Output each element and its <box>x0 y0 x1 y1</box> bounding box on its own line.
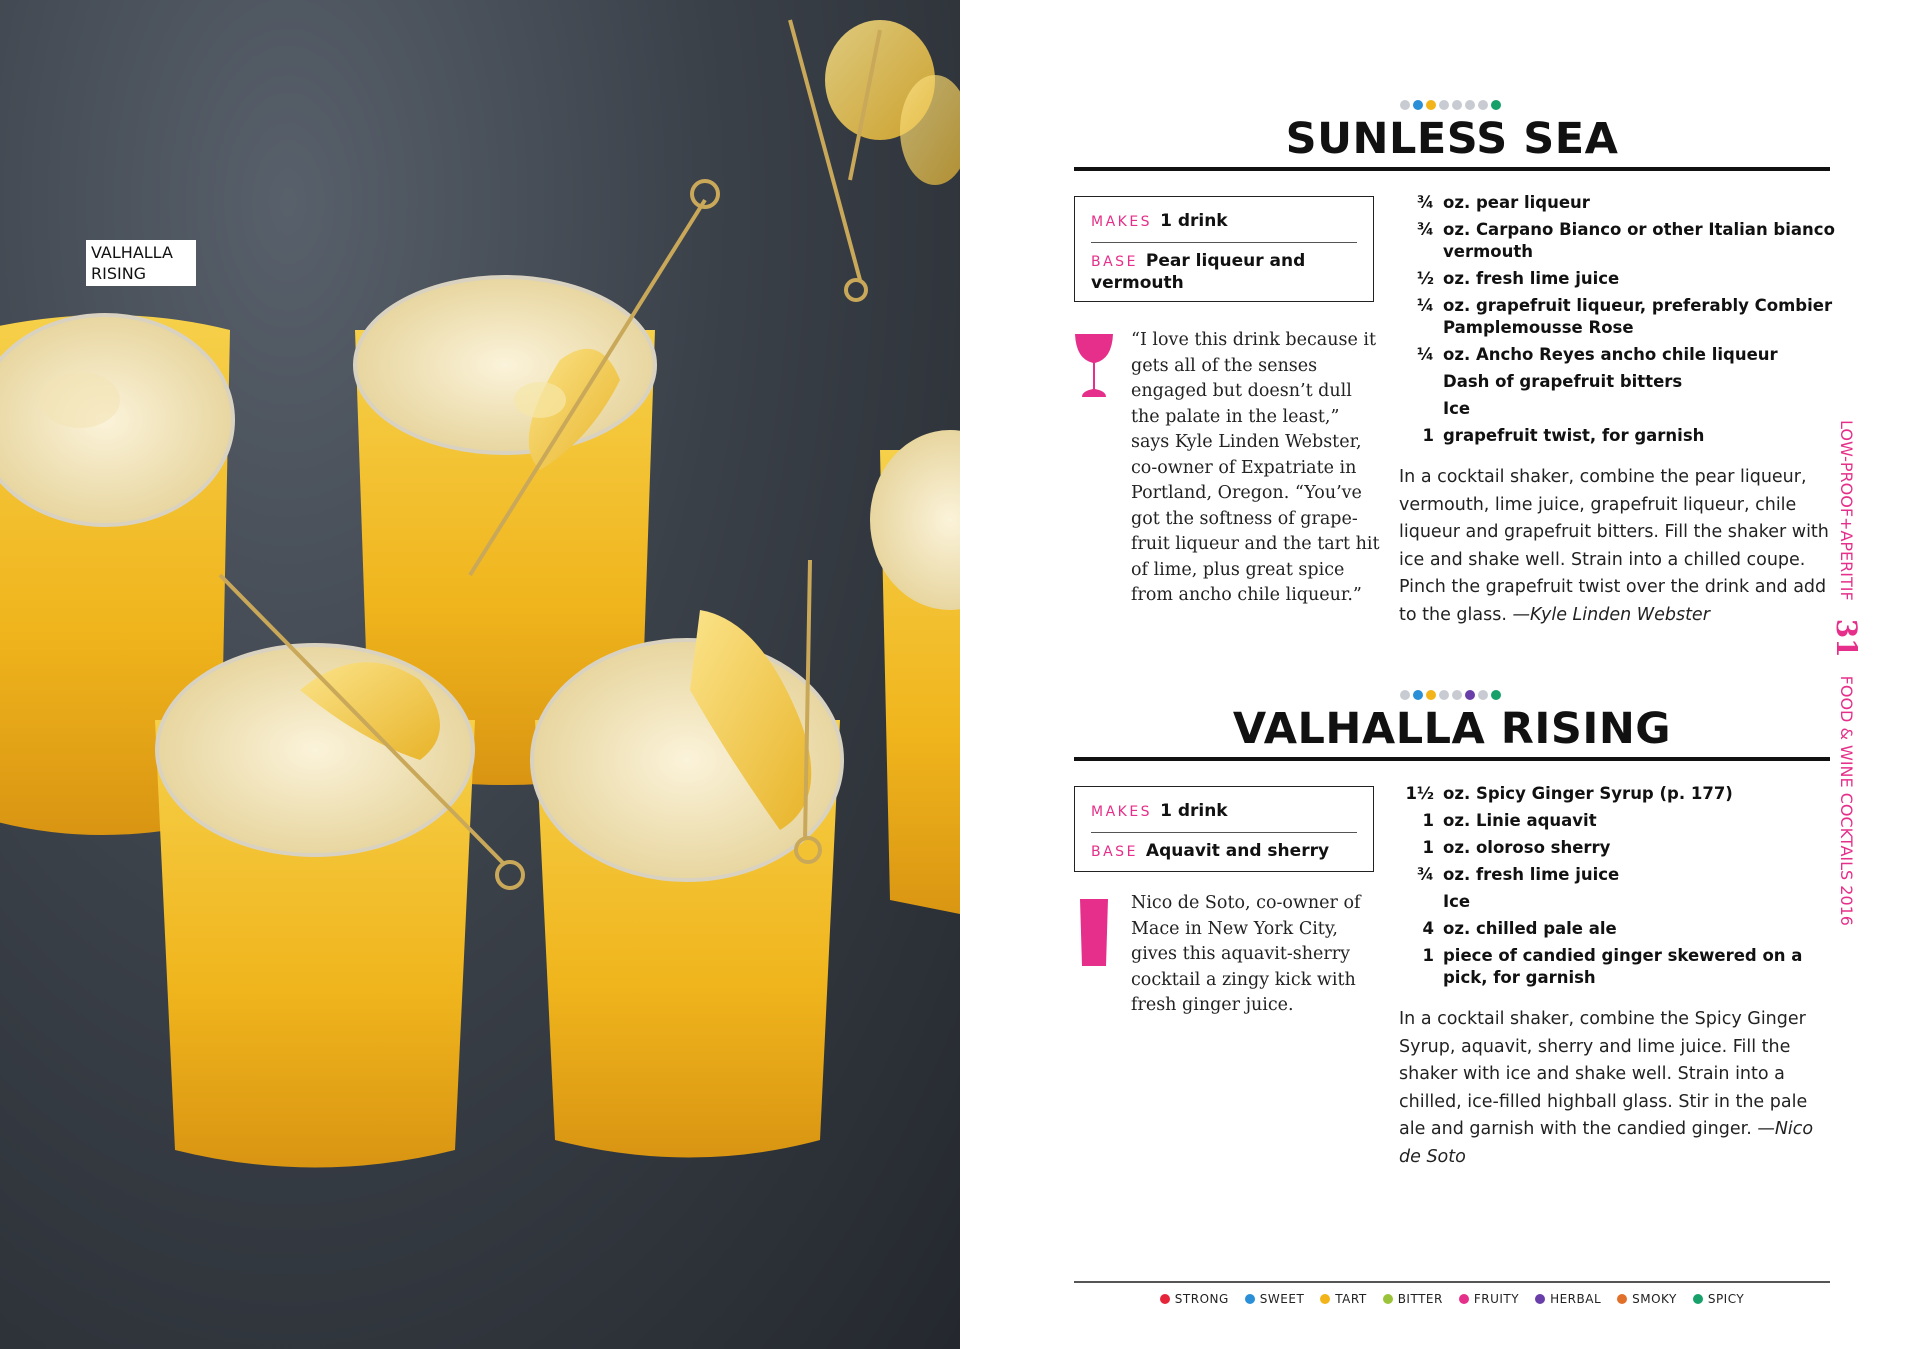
ingredient-text: oz. fresh lime juice <box>1443 865 1620 884</box>
recipe-method <box>1399 1006 1835 1171</box>
ingredient-item <box>1396 192 1836 214</box>
ingredient-quantity: ¼ <box>1416 345 1434 364</box>
legend-dot <box>1160 1294 1170 1304</box>
ingredient-quantity: 1 <box>1422 811 1434 830</box>
ingredient-quantity: ¼ <box>1416 296 1434 315</box>
ingredient-text: oz. Spicy Ginger Syrup (p. 177) <box>1443 784 1733 803</box>
recipe-method <box>1399 464 1835 629</box>
legend-label: STRONG <box>1174 1292 1229 1306</box>
flavor-dot <box>1439 100 1449 110</box>
legend-item-smoky <box>1617 1292 1677 1306</box>
legend-item-strong <box>1160 1292 1229 1306</box>
recipe-title-sunless-sea: SUNLESS SEA <box>1285 114 1619 164</box>
ingredient-item <box>1396 783 1836 805</box>
ingredient-item <box>1396 891 1836 913</box>
legend-item-bitter <box>1383 1292 1443 1306</box>
legend-dot <box>1459 1294 1469 1304</box>
legend-dot <box>1320 1294 1330 1304</box>
ingredient-item <box>1396 268 1836 290</box>
ingredient-text: oz. pear liqueur <box>1443 193 1590 212</box>
ingredient-item <box>1396 810 1836 832</box>
info-divider <box>1091 832 1357 833</box>
ingredient-quantity: 1½ <box>1405 784 1434 803</box>
ingredient-text: grapefruit twist, for garnish <box>1443 426 1705 445</box>
legend-dot <box>1383 1294 1393 1304</box>
publication-name: FOOD & WINE COCKTAILS 2016 <box>1837 675 1856 926</box>
base-line <box>1091 841 1357 863</box>
photo-caption <box>86 240 196 286</box>
flavor-dot <box>1478 690 1488 700</box>
ingredient-item <box>1396 371 1836 393</box>
legend-label: SMOKY <box>1632 1292 1677 1306</box>
info-divider <box>1091 242 1357 243</box>
legend-item-tart <box>1320 1292 1366 1306</box>
recipe-intro: “I love this drink because it gets all of the senses engaged but doesn’t dull the palate in the least,” says Kyle Linden Webster, co-owner of Expatriate in Portland, Oregon. “You’ve got the softness of grape-fruit liqueur and the tart hit of lime, plus great spice from ancho chile liqueur.” <box>1131 330 1380 605</box>
flavor-legend <box>1074 1292 1830 1306</box>
ingredient-text: oz. Linie aquavit <box>1443 811 1597 830</box>
ingredient-text: oz. Carpano Bianco or other Italian bianco vermouth <box>1443 220 1835 261</box>
ingredient-list <box>1396 783 1836 994</box>
ingredient-text: oz. fresh lime juice <box>1443 269 1620 288</box>
makes-value: 1 drink <box>1160 211 1228 231</box>
legend-item-fruity <box>1459 1292 1519 1306</box>
ingredient-item <box>1396 398 1836 420</box>
ingredient-quantity <box>1396 371 1443 393</box>
section-name: LOW-PROOF+APERITIF <box>1837 420 1856 601</box>
base-value: Pear liqueur and vermouth <box>1091 251 1306 293</box>
legend-label: TART <box>1335 1292 1367 1306</box>
flavor-dot <box>1439 690 1449 700</box>
legend-label: BITTER <box>1397 1292 1443 1306</box>
sidebar-text <box>1830 420 1863 926</box>
legend-label: HERBAL <box>1550 1292 1602 1306</box>
footer-rule <box>1074 1281 1830 1283</box>
recipe-info-box <box>1074 786 1374 872</box>
page-number: 31 <box>1830 618 1863 658</box>
base-line <box>1091 251 1357 294</box>
legend-label: FRUITY <box>1473 1292 1520 1306</box>
base-label: BASE <box>1091 254 1138 270</box>
flavor-dot <box>1413 100 1423 110</box>
legend-dot <box>1617 1294 1627 1304</box>
ingredient-quantity: ¾ <box>1416 193 1434 212</box>
legend-item-herbal <box>1535 1292 1601 1306</box>
flavor-dot <box>1491 100 1501 110</box>
page-sidebar <box>1830 420 1895 980</box>
ingredient-text: oz. chilled pale ale <box>1443 919 1617 938</box>
recipe-info-box <box>1074 196 1374 302</box>
ingredient-item <box>1396 219 1836 263</box>
ingredient-list <box>1396 192 1836 452</box>
legend-dot <box>1693 1294 1703 1304</box>
method-text: In a cocktail shaker, combine the Spicy Ginger Syrup, aquavit, sherry and lime juice. Fill the shaker with ice and shake well. Strain into a chilled, ice-filled highball glass. Stir in the pale ale and garnish with the candied ginger. <box>1399 1009 1808 1139</box>
flavor-dot <box>1426 690 1436 700</box>
ingredient-item <box>1396 864 1836 886</box>
makes-label: MAKES <box>1091 214 1153 230</box>
ingredient-item <box>1396 837 1836 859</box>
ingredient-text: Ice <box>1443 892 1471 911</box>
legend-item-sweet <box>1245 1292 1304 1306</box>
ingredient-quantity <box>1396 891 1443 913</box>
flavor-dots-sunless-sea <box>1400 100 1501 110</box>
ingredient-quantity: 1 <box>1422 838 1434 857</box>
flavor-dots-valhalla-rising <box>1400 690 1501 700</box>
coupe-glass-icon <box>1074 333 1114 399</box>
recipe-title-valhalla-rising: VALHALLA RISING <box>1232 704 1672 754</box>
flavor-dot <box>1491 690 1501 700</box>
recipe-intro: Nico de Soto, co-owner of Mace in New York City, gives this aquavit-sherry cocktail a zingy kick with fresh ginger juice. <box>1131 893 1361 1015</box>
ingredient-quantity <box>1396 398 1443 420</box>
makes-line <box>1091 211 1357 233</box>
makes-label: MAKES <box>1091 804 1153 820</box>
ingredient-item <box>1396 344 1836 366</box>
ingredient-item <box>1396 295 1836 339</box>
ingredient-text: Ice <box>1443 399 1471 418</box>
base-value: Aquavit and sherry <box>1145 841 1330 861</box>
flavor-dot <box>1400 690 1410 700</box>
legend-dot <box>1245 1294 1255 1304</box>
ingredient-quantity: 1 <box>1422 946 1434 965</box>
ingredient-text: oz. Ancho Reyes ancho chile liqueur <box>1443 345 1778 364</box>
caption-line-2: RISING <box>91 264 147 283</box>
flavor-dot <box>1400 100 1410 110</box>
flavor-dot <box>1413 690 1423 700</box>
ingredient-quantity: 1 <box>1422 426 1434 445</box>
base-label: BASE <box>1091 844 1138 860</box>
flavor-dot <box>1452 100 1462 110</box>
ingredient-quantity: ¾ <box>1416 865 1434 884</box>
flavor-dot <box>1478 100 1488 110</box>
legend-dot <box>1535 1294 1545 1304</box>
ingredient-text: Dash of grapefruit bitters <box>1443 372 1683 391</box>
legend-item-spicy <box>1693 1292 1744 1306</box>
title-rule <box>1074 757 1830 761</box>
ingredient-quantity: 4 <box>1422 919 1434 938</box>
flavor-dot <box>1465 690 1475 700</box>
legend-label: SPICY <box>1707 1292 1745 1306</box>
glass-bottom-left <box>155 645 475 1168</box>
ingredient-item <box>1396 945 1836 989</box>
ingredient-quantity: ¾ <box>1416 220 1434 239</box>
flavor-dot <box>1426 100 1436 110</box>
method-text: In a cocktail shaker, combine the pear liqueur, vermouth, lime juice, grapefruit liqueur, chile liqueur and grapefruit bitters. Fill the shaker with ice and shake well. Strain into a chilled coupe. Pinch the grapefruit twist over the drink and add to the glass. <box>1399 467 1829 625</box>
ingredient-text: piece of candied ginger skewered on a pick, for garnish <box>1443 946 1803 987</box>
glass-bottom-right <box>532 610 842 1158</box>
recipe-credit: —Kyle Linden Webster <box>1512 604 1710 625</box>
flavor-dot <box>1452 690 1462 700</box>
legend-label: SWEET <box>1259 1292 1305 1306</box>
highball-glass-icon <box>1079 898 1109 968</box>
ingredient-text: oz. grapefruit liqueur, preferably Combier Pamplemousse Rose <box>1443 296 1833 337</box>
ingredient-text: oz. oloroso sherry <box>1443 838 1611 857</box>
flavor-dot <box>1465 100 1475 110</box>
title-rule <box>1074 167 1830 171</box>
caption-line-1: VALHALLA <box>91 243 173 262</box>
ingredient-item <box>1396 425 1836 447</box>
makes-value: 1 drink <box>1160 801 1228 821</box>
glass-right <box>870 430 960 920</box>
recipe-credit: —Nico de Soto <box>1399 1119 1814 1167</box>
makes-line <box>1091 801 1357 823</box>
ingredient-item <box>1396 918 1836 940</box>
ingredient-quantity: ½ <box>1416 269 1434 288</box>
